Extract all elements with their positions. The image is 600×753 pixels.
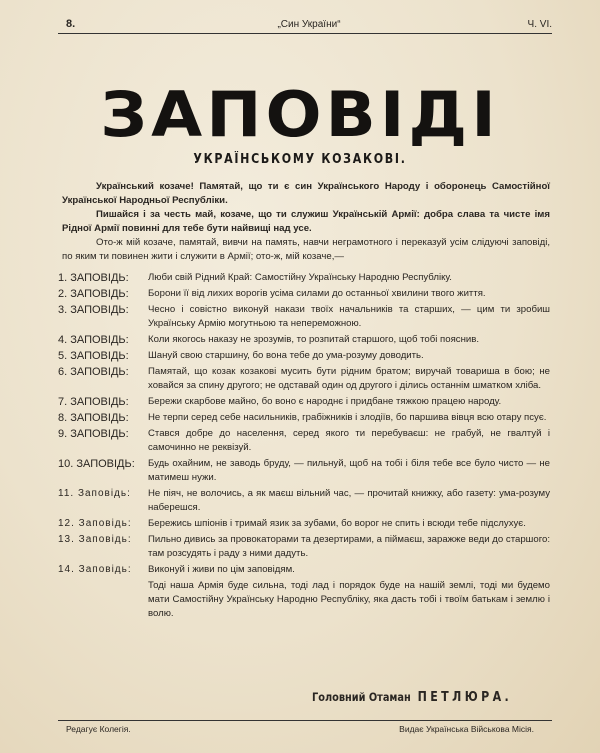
- commandment-label: 2. ЗАПОВІДЬ:: [58, 288, 129, 300]
- commandment-item: [58, 271, 550, 285]
- commandment-text: Виконуй і живи по цім заповідям.: [148, 564, 295, 575]
- commandment-label: 9. ЗАПОВІДЬ:: [58, 428, 129, 440]
- intro-paragraph-2: Пишайся і за честь май, козаче, що ти служиш Українській Армії: добра слава та чисте імя Рідної Армії повинні для тебе бути найвищі над усе.: [62, 209, 550, 234]
- commandment-text: Бережи скарбове майно, бо воно є народнє і придбане тяжкою працею народу.: [148, 396, 502, 407]
- signature-title: Головний Отаман: [312, 690, 411, 704]
- page-subtitle: УКРАЇНСЬКОМУ КОЗАКОВІ.: [193, 152, 407, 167]
- commandment-label: 14. Заповідь:: [58, 564, 132, 575]
- commandment-item: [58, 303, 550, 331]
- part-number: Ч. VI.: [527, 19, 552, 30]
- commandment-text: Будь охайним, не заводь бруду, — пильнуй, щоб на тобі і біля тебе все було чисто — не матимеш нужи.: [148, 458, 550, 483]
- commandment-item: [58, 333, 550, 347]
- commandment-item: [58, 457, 550, 485]
- page-header: [66, 18, 552, 38]
- commandment-label: 3. ЗАПОВІДЬ:: [58, 304, 129, 316]
- intro-paragraph-3: Ото-ж мій козаче, памятай, вивчи на память, навчи неграмотного і переказуй усім слідуючі заповіді, по яким ти повинен жити і служити в Армії; ото-ж, мій козаче,—: [62, 237, 550, 262]
- commandment-label: 4. ЗАПОВІДЬ:: [58, 334, 129, 346]
- commandment-text: Бережись шпіонів і тримай язик за зубами, бо ворог не спить і всюди тебе підслухує.: [148, 518, 526, 529]
- signature: [312, 690, 512, 705]
- commandment-label: 13. Заповідь:: [58, 534, 132, 545]
- intro-section: [62, 180, 550, 264]
- commandment-item: [58, 487, 550, 515]
- commandment-text: Чесно і совістно виконуй накази твоїх начальників та старших, — цим ти зробиш Українську Армію могутньою та непереможною.: [148, 304, 550, 329]
- commandment-item: [58, 287, 550, 301]
- commandment-label: 1. ЗАПОВІДЬ:: [58, 272, 129, 284]
- commandment-label: 6. ЗАПОВІДЬ:: [58, 366, 129, 378]
- commandment-label: 5. ЗАПОВІДЬ:: [58, 350, 129, 362]
- commandment-item: [58, 517, 550, 531]
- closing-paragraph: Тоді наша Армія буде сильна, тоді лад і порядок буде на нашій землі, тоді ми будемо мати Самостійну Українську Народню Республіку, яка дасть тобі і твоїм батькам і землю і волю.: [148, 580, 550, 619]
- commandment-text: Шануй свою старшину, бо вона тебе до ума-розуму доводить.: [148, 350, 424, 361]
- commandment-text: Не піяч, не волочись, а як маєш вільний час, — прочитай книжку, або газету: ума-розуму наберешся.: [148, 488, 550, 513]
- commandment-text: Борони її від лихих ворогів усіма силами до останньої хвилини твого життя.: [148, 288, 486, 299]
- commandment-text: Пильно дивись за провокаторами та дезертирами, а піймаєш, заражже веди до старшого: там розсудять і раду з ними дадуть.: [148, 534, 550, 559]
- commandment-label: 7. ЗАПОВІДЬ:: [58, 396, 129, 408]
- publication-title: „Син України“: [277, 19, 341, 30]
- commandment-item: [58, 563, 550, 577]
- signature-name: ПЕТЛЮРА.: [417, 690, 513, 705]
- commandment-item: [58, 349, 550, 363]
- page-number: 8.: [66, 18, 76, 30]
- footer-editor: Редагує Колегія.: [66, 724, 131, 734]
- commandment-item: [58, 533, 550, 561]
- commandment-item: [58, 427, 550, 455]
- footer-rule: [58, 720, 552, 721]
- commandment-label: 10. ЗАПОВІДЬ:: [58, 458, 135, 470]
- commandment-text: Не терпи серед себе насильників, грабіжників і злодіїв, бо паршива вівця всю отару псує.: [148, 412, 547, 423]
- commandment-text: Люби свій Рідний Край: Самостійну Українську Народню Республіку.: [148, 272, 452, 283]
- commandments-list: [58, 271, 550, 621]
- intro-paragraph-1: Український козаче! Памятай, що ти є син Українського Народу і оборонець Самостійної Української Народньої Республіки.: [62, 181, 550, 206]
- commandment-text: Стався добре до населення, серед якого ти перебуваєш: не грабуй, не гвалтуй і самочинно не реквізуй.: [148, 428, 550, 453]
- commandment-label: 8. ЗАПОВІДЬ:: [58, 412, 129, 424]
- commandment-item: [58, 411, 550, 425]
- page-title: ЗАПОВІДІ: [100, 77, 500, 152]
- commandment-text: Коли якогось наказу не зрозумів, то розпитай старшого, щоб тобі пояснив.: [148, 334, 480, 345]
- commandment-label: 11. Заповідь:: [58, 488, 131, 499]
- footer-publisher: Видає Українська Військова Місія.: [399, 724, 534, 734]
- commandment-text: Памятай, що козак козакові мусить бути рідним братом; виручай товариша в бою; не ховайся за спину другого; не одставай один од другого і ділись останнім шматком хліба.: [148, 366, 550, 391]
- header-rule: [58, 33, 552, 34]
- commandment-item: [58, 395, 550, 409]
- commandment-item: [58, 365, 550, 393]
- commandment-label: 12. Заповідь:: [58, 518, 132, 529]
